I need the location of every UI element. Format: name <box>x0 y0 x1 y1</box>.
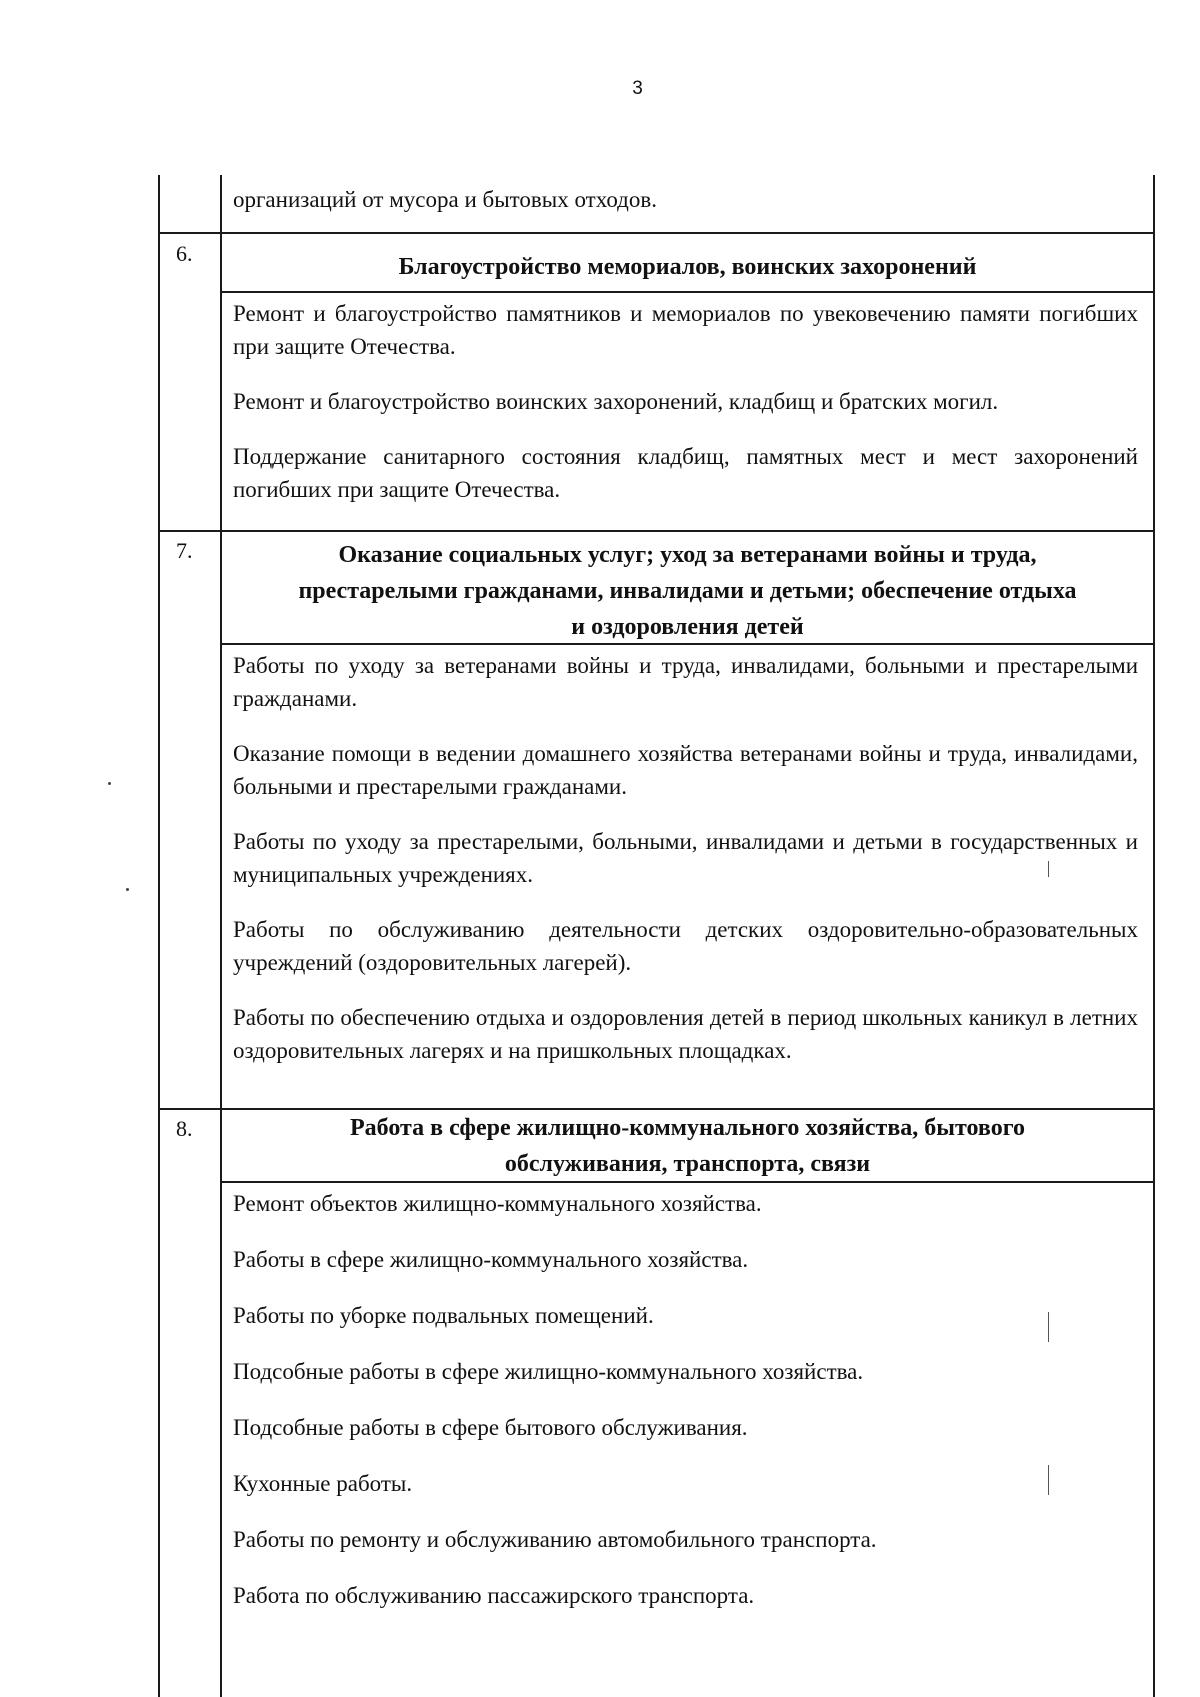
works-table <box>158 175 1155 1697</box>
list-item: Подсобные работы в сфере бытового обслуживания. <box>233 1415 748 1440</box>
section-items <box>233 1187 1138 1612</box>
section-items <box>233 649 1138 1067</box>
list-item: Работы по уходу за ветеранами войны и труда, инвалидами, больными и престарелыми гражданами. <box>233 653 1138 711</box>
list-item: Работы по уборке подвальных помещений. <box>233 1303 654 1328</box>
row-divider-6-title <box>220 291 1155 293</box>
section-title-line: Благоустройство мемориалов, воинских захоронений <box>398 254 977 280</box>
continuation-cell <box>233 183 1138 216</box>
section-title-line: Оказание социальных услуг; уход за ветеранами войны и труда, <box>338 542 1037 568</box>
section-number: 7. <box>176 538 193 563</box>
continuation-text: организаций от мусора и бытовых отходов. <box>233 187 657 212</box>
row-divider-6-top <box>158 232 1155 234</box>
number-column-divider <box>220 175 222 1697</box>
list-item: Оказание помощи в ведении домашнего хозяйства ветеранами войны и труда, инвалидами, больными и престарелыми гражданами. <box>233 741 1138 799</box>
scan-artifact-mark <box>1048 861 1049 877</box>
section-items <box>233 297 1138 506</box>
list-item: Ремонт и благоустройство памятников и мемориалов по увековечению памяти погибших при защите Отечества. <box>233 301 1138 359</box>
section-title-line: обслуживания, транспорта, связи <box>504 1151 871 1177</box>
list-item: Подсобные работы в сфере жилищно-коммунального хозяйства. <box>233 1359 864 1384</box>
list-item: Кухонные работы. <box>233 1471 413 1496</box>
table-left-border <box>158 175 160 1697</box>
section-number: 8. <box>176 1116 193 1141</box>
scan-artifact-mark <box>1048 1465 1049 1495</box>
page-number: 3 <box>632 78 643 99</box>
list-item: Ремонт объектов жилищно-коммунального хозяйства. <box>233 1191 762 1216</box>
section-title-line: престарелыми гражданами, инвалидами и детьми; обеспечение отдыха <box>298 578 1077 604</box>
list-item: Работы по обеспечению отдыха и оздоровления детей в период школьных каникул в летних оздоровительных лагерях и на пришкольных площадках. <box>233 1005 1138 1063</box>
table-right-border <box>1153 175 1155 1697</box>
list-item: Работы по ремонту и обслуживанию автомобильного транспорта. <box>233 1527 877 1552</box>
section-title-line: и оздоровления детей <box>571 614 804 640</box>
section-number: 6. <box>176 241 193 266</box>
scan-artifact-dot <box>108 782 111 785</box>
section-title <box>222 249 1153 285</box>
list-item: Работы по обслуживанию деятельности детских оздоровительно-образовательных учреждений (оздоровительных лагерей). <box>233 917 1138 975</box>
list-item: Работы по уходу за престарелыми, больными, инвалидами и детьми в государственных и муниципальных учреждениях. <box>233 829 1138 887</box>
section-title-line: Работа в сфере жилищно-коммунального хозяйства, бытового <box>350 1115 1025 1141</box>
row-divider-7-top <box>158 530 1155 532</box>
list-item: Работа по обслуживанию пассажирского транспорта. <box>233 1583 755 1608</box>
scan-artifact-dot <box>126 888 129 891</box>
list-item: Работы в сфере жилищно-коммунального хозяйства. <box>233 1247 749 1272</box>
section-title <box>222 537 1153 645</box>
list-item: Ремонт и благоустройство воинских захоронений, кладбищ и братских могил. <box>233 389 999 414</box>
section-title <box>222 1110 1153 1182</box>
scan-artifact-mark <box>1048 1312 1049 1342</box>
list-item: Поддержание санитарного состояния кладбищ, памятных мест и мест захоронений погибших при защите Отечества. <box>233 444 1138 502</box>
